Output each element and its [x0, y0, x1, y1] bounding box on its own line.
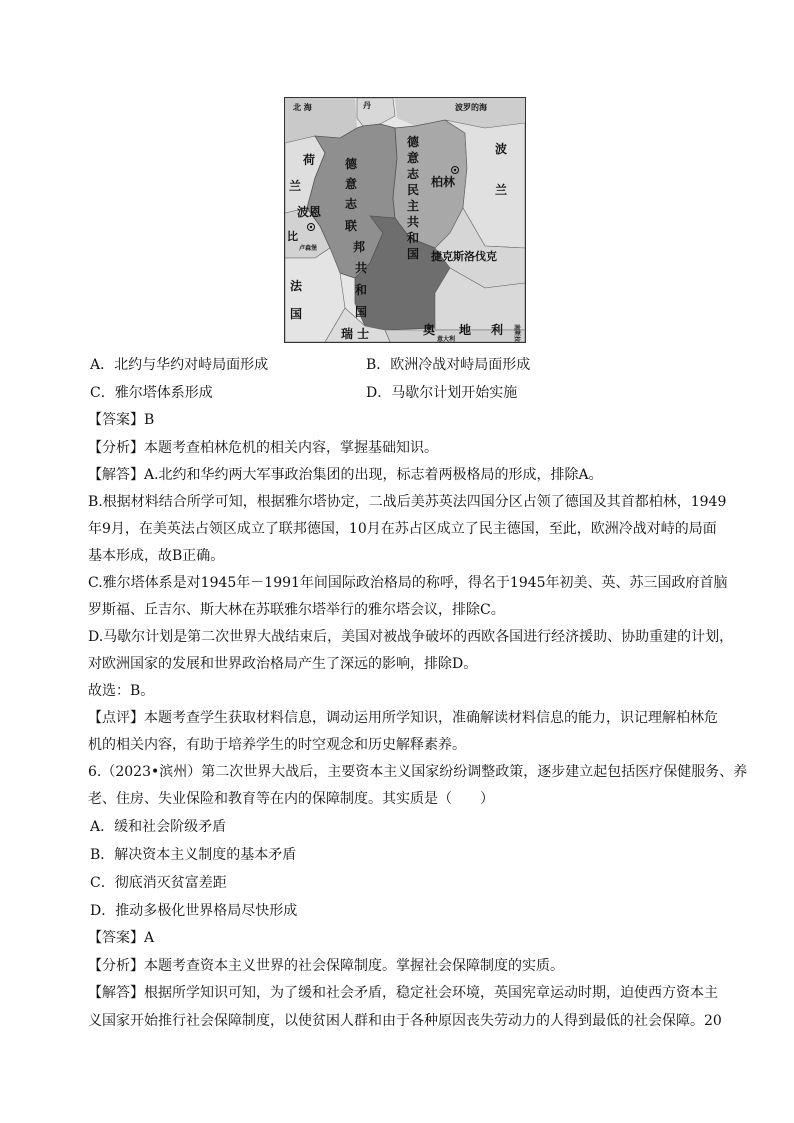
frg-char: 共 — [355, 261, 368, 275]
q5-option-d[interactable]: D．马歇尔计划开始实施 — [366, 385, 518, 401]
q6-option-d[interactable]: D．推动多极化世界格局尽快形成 — [90, 903, 298, 919]
map-label-poland-2: 兰 — [495, 183, 508, 197]
q5-solution-c-line2: 罗斯福、丘吉尔、斯大林在苏联雅尔塔举行的雅尔塔会议，排除C。 — [88, 602, 505, 618]
answer-tag: 【答案】 — [88, 930, 144, 946]
q5-comment-line2: 机的相关内容，有助于培养学生的时空观念和历史解释素养。 — [88, 737, 466, 753]
q6-option-a[interactable]: A．缓和社会阶级矛盾 — [90, 819, 227, 835]
map-label-austria-2: 地 — [459, 323, 472, 337]
q6-stem-line1: 6.（2023•滨州）第二次世界大战后，主要资本主义国家纷纷调整政策，逐步建立起包括医疗保健服务、养 — [88, 764, 748, 780]
q6-option-c[interactable]: C．彻底消灭贫富差距 — [90, 875, 227, 891]
gdr-char: 和 — [407, 231, 420, 245]
q5-option-a[interactable]: A．北约与华约对峙局面形成 — [90, 357, 269, 373]
map-label-france-1: 法 — [290, 279, 303, 293]
q5-choice: 故选：B。 — [88, 683, 155, 699]
q5-option-c[interactable]: C．雅尔塔体系形成 — [90, 385, 213, 401]
frg-char: 联 — [345, 219, 358, 233]
map-label-netherlands-2: 兰 — [289, 179, 302, 193]
solution-tag: 【解答】 — [88, 467, 144, 483]
map-label-netherlands-1: 荷 — [303, 153, 316, 167]
map-label-baltic-sea: 波罗的海 — [455, 103, 487, 112]
q5-solution-c-line1: C.雅尔塔体系是对1945年－1991年间国际政治格局的称呼，得名于1945年初美、英、苏三国政府首脑 — [88, 575, 728, 591]
map-label-luxembourg: 卢森堡 — [299, 245, 318, 252]
q5-option-b[interactable]: B．欧洲冷战对峙局面形成 — [366, 357, 531, 373]
gdr-char: 德 — [407, 135, 420, 149]
q6-solution-line2: 义国家开始推行社会保障制度，以使贫困人群和由于各种原因丧失劳动力的人得到最低的社会保障。20 — [88, 1013, 722, 1029]
analysis-tag: 【分析】 — [88, 440, 144, 456]
frg-char: 和 — [355, 283, 368, 297]
q5-solution-d-line2: 对欧洲国家的发展和世界政治格局产生了深远的影响，排除D。 — [88, 656, 478, 672]
q6-option-b[interactable]: B．解决资本主义制度的基本矛盾 — [90, 847, 297, 863]
answer-value: A — [144, 930, 155, 946]
map-label-poland-1: 波 — [495, 142, 508, 156]
q6-stem-line2: 老、住房、失业保险和教育等在内的保障制度。其实质是（ ） — [88, 791, 494, 807]
map-label-austria-1: 奥 — [423, 323, 436, 337]
comment-text: 本题考查学生获取材料信息，调动运用所学知识，准确解读材料信息的能力，识记理解柏林危 — [144, 710, 718, 726]
q6-analysis — [88, 956, 564, 976]
analysis-tag: 【分析】 — [88, 958, 144, 974]
map-label-italy: 意大利 — [437, 336, 456, 342]
frg-char: 志 — [345, 197, 358, 211]
q5-comment-line1 — [88, 708, 718, 728]
analysis-text: 本题考查柏林危机的相关内容，掌握基础知识。 — [144, 440, 438, 456]
q5-solution-b-line2: 年9月，在美英法占领区成立了联邦德国，10月在苏占区成立了民主德国，至此，欧洲冷战对峙的局面 — [88, 521, 717, 537]
q5-solution-d-line1: D.马歇尔计划是第二次世界大战结束后，美国对被战争破坏的西欧各国进行经济援助、协助重建的计划， — [88, 629, 734, 645]
map-label-belgium: 比 — [287, 230, 298, 243]
frg-char: 意 — [345, 177, 358, 191]
map-label-switzerland: 瑞 士 — [341, 327, 370, 341]
gdr-char: 民 — [407, 183, 420, 197]
solution-text: A.北约和华约两大军事政治集团的出现，标志着两极格局的形成，排除A。 — [144, 467, 603, 483]
q5-options-row-2 — [90, 383, 730, 403]
solution-tag: 【解答】 — [88, 985, 144, 1001]
gdr-char: 主 — [407, 199, 420, 213]
map-svg — [285, 98, 525, 342]
answer-tag: 【答案】 — [88, 412, 144, 428]
gdr-char: 意 — [407, 151, 420, 165]
q5-options-row-1 — [90, 355, 730, 375]
germany-map-figure — [284, 97, 526, 343]
map-label-denmark: 丹 — [363, 101, 371, 110]
analysis-text: 本题考查资本主义世界的社会保障制度。掌握社会保障制度的实质。 — [144, 958, 564, 974]
map-label-austria-3: 利 — [491, 323, 504, 337]
map-label-czechoslovakia: 捷克斯洛伐克 — [431, 250, 497, 263]
q5-answer — [88, 410, 154, 430]
map-label-france-2: 国 — [290, 307, 303, 321]
map-label-north-sea: 北 海 — [293, 103, 312, 112]
comment-tag: 【点评】 — [88, 710, 144, 726]
q5-analysis — [88, 438, 438, 458]
q5-solution-b-line1: B.根据材料结合所学可知，根据雅尔塔协定，二战后美苏英法四国分区占领了德国及其首都柏林，1949 — [88, 494, 727, 510]
map-label-yugoslavia: 南斯拉 — [513, 324, 520, 342]
answer-value: B — [144, 412, 155, 428]
q5-solution-a — [88, 465, 603, 485]
gdr-char: 共 — [407, 215, 420, 229]
map-label-bonn: 波恩 — [297, 205, 322, 219]
gdr-char: 国 — [407, 247, 420, 261]
frg-char: 德 — [345, 157, 358, 171]
solution-text: 根据所学知识可知，为了缓和社会矛盾，稳定社会环境，英国宪章运动时期，迫使西方资本主 — [144, 985, 718, 1001]
q6-answer — [88, 928, 154, 948]
q5-solution-b-line3: 基本形成，故B正确。 — [88, 548, 225, 564]
map-label-berlin: 柏林 — [431, 175, 456, 189]
frg-char: 国 — [355, 305, 368, 319]
gdr-char: 志 — [407, 167, 420, 181]
q6-solution-line1 — [88, 983, 718, 1003]
frg-char: 邦 — [353, 240, 366, 254]
